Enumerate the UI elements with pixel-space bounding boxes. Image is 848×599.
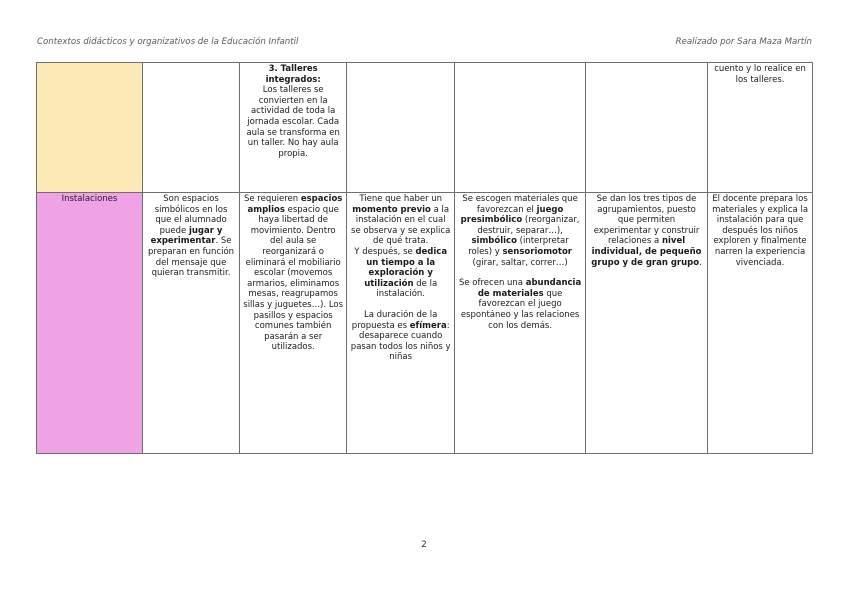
text-bold: abundancia de materiales	[477, 278, 582, 299]
text-run: : desaparece cuando pasan todos los niños y niñas	[350, 320, 451, 363]
text-bold: efímera	[409, 320, 447, 331]
cell-text: Los talleres se convierten en la actividad de toda la jornada escolar. Cada aula se transforma en un taller. No hay aula propia.	[246, 85, 340, 159]
text-run: espacio que haya libertad de movimiento. Dentro del aula se reorganizará o eliminará el mobiliario escolar (movemos armarios, eliminamos mesas, reagrupamos sillas y juguetes…). Los pasillos y espacios comunes también pasarán a ser utilizados.	[243, 204, 344, 353]
page-header	[37, 37, 812, 47]
text-run: Se requieren	[243, 194, 301, 204]
text-bold: espacios amplios	[247, 194, 343, 215]
text-run: Son espacios simbólicos en los que el alumnado puede	[154, 194, 228, 236]
cell-text: El docente prepara los materiales y explica la instalación para que después los niños exploren y finalmente narren la experiencia vivenciada.	[712, 194, 809, 268]
table-cell	[585, 63, 707, 193]
text-run: (interpretar roles) y	[468, 236, 569, 257]
text-run: Y después, se	[354, 246, 416, 257]
text-bold: sensoriomotor	[502, 246, 572, 257]
text-run: (girar, saltar, correr…)	[472, 257, 568, 268]
text-run: Tiene que haber un	[359, 194, 443, 204]
text-bold: momento previo	[352, 204, 431, 215]
table-cell	[347, 63, 455, 193]
table-cell-talleres	[240, 63, 347, 193]
text-bold: jugar y experimentar	[150, 225, 223, 247]
row-label-instalaciones	[37, 193, 143, 454]
cell-text: cuento y lo realice en los talleres.	[714, 64, 806, 85]
page-number: 2	[421, 540, 427, 550]
table-cell-espacios	[240, 193, 347, 454]
text-bold: nivel individual, de pequeño grupo y de gran grupo	[591, 236, 702, 268]
table-cell	[455, 63, 586, 193]
text-bold: dedica un tiempo a la exploración y utilización	[364, 246, 448, 289]
text-run: Se dan los tres tipos de agrupamientos, puesto que permiten experimentar y construir relaciones a	[593, 194, 700, 247]
text-run: que favorezcan el juego espontáneo y las relaciones con los demás.	[460, 288, 580, 331]
table-cell-docente-continued	[708, 63, 813, 193]
text-bold: juego presimbólico	[460, 204, 564, 226]
table-cell-agrupamientos	[585, 193, 707, 454]
text-bold: simbólico	[471, 236, 517, 247]
table-row	[37, 193, 813, 454]
table-cell-materiales	[455, 193, 586, 454]
text-run: Se ofrecen una	[458, 278, 526, 289]
text-run: de la instalación.	[376, 278, 438, 300]
header-right-author: Realizado por Sara Maza Martín	[675, 37, 812, 47]
text-run: .	[699, 257, 702, 268]
row-label-text: Instalaciones	[61, 194, 118, 204]
text-run: (reorganizar, destruir, separar…),	[477, 215, 580, 236]
text-run: Se escogen materiales que favorezcan el	[462, 194, 578, 215]
table-cell-tiempos	[347, 193, 455, 454]
text-run: a la instalación en el cual se observa y se explica de qué trata.	[351, 204, 451, 247]
table-cell-definicion	[142, 193, 239, 454]
table-cell	[142, 63, 239, 193]
table-cell-docente	[708, 193, 813, 454]
cell-title: 3. Talleres integrados:	[265, 64, 321, 85]
row-label-cell-empty	[37, 63, 143, 193]
table-row	[37, 63, 813, 193]
header-left-title: Contextos didácticos y organizativos de la Educación Infantil	[37, 37, 299, 47]
text-run: La duración de la propuesta es	[351, 309, 438, 331]
text-run: . Se preparan en función del mensaje que quieran transmitir.	[148, 236, 235, 279]
contexts-table	[36, 62, 813, 454]
